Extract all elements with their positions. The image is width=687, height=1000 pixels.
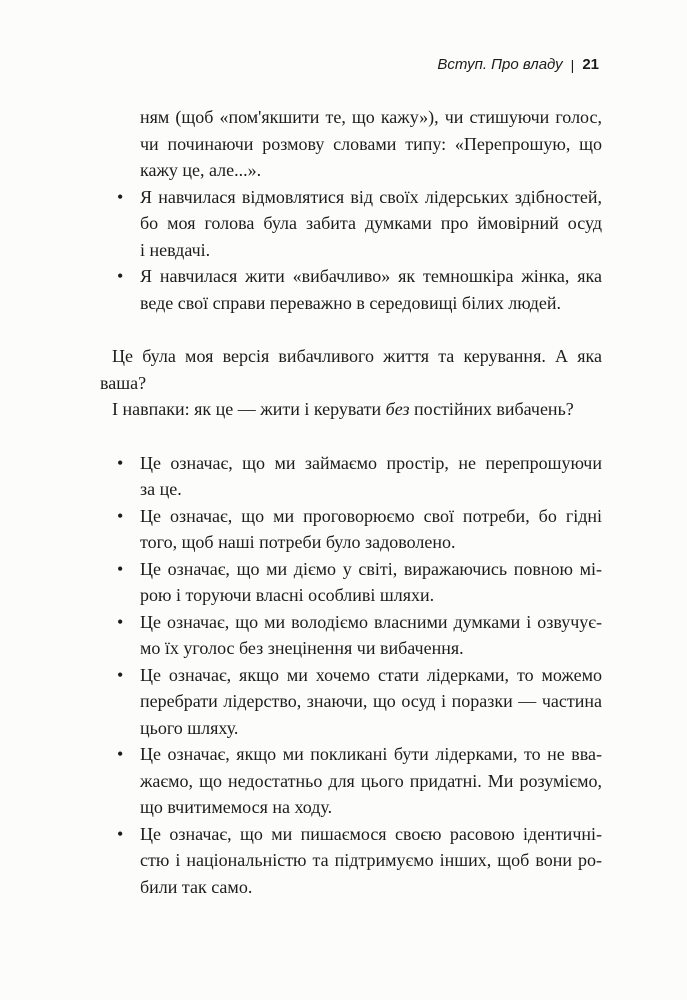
- list-item-line: [0, 635, 687, 662]
- line-text: били так само.: [140, 876, 253, 897]
- list-item-line: [0, 237, 687, 264]
- line-text: стю і національністю та підтримуємо інших, щоб вони ро-: [140, 850, 602, 870]
- line-text: за це.: [140, 479, 182, 499]
- bullet-icon: •: [117, 611, 124, 632]
- line-text: веде свої справи переважно в середовищі білих людей.: [140, 292, 562, 313]
- bullet-icon: •: [117, 186, 124, 207]
- line-text: Це означає, якщо ми покликані бути лідерками, то не вва-: [140, 744, 602, 764]
- header-separator: |: [570, 56, 575, 73]
- page-body: [0, 104, 687, 900]
- emphasis-text: без: [385, 399, 410, 419]
- bullet-icon: •: [117, 558, 124, 579]
- list-item-line: [0, 794, 687, 821]
- spacer: [0, 423, 687, 450]
- line-text: Це означає, що ми діємо у світі, виражаючись повною мі-: [140, 558, 602, 579]
- bullet-icon: •: [117, 823, 124, 844]
- list-item-line: [0, 529, 687, 556]
- bullet-icon: •: [117, 664, 124, 685]
- paragraph-line: [0, 343, 687, 370]
- line-text: кажу це, але...».: [140, 160, 262, 180]
- paragraph-line: [0, 370, 687, 397]
- line-text: того, щоб наші потреби було задоволено.: [140, 532, 456, 552]
- list-item-line: [0, 609, 687, 636]
- bullet-icon: •: [117, 452, 124, 473]
- bullet-icon: •: [117, 266, 124, 286]
- line-text: ваша?: [100, 372, 147, 393]
- list-item-line: [0, 290, 687, 317]
- running-header: [437, 56, 599, 73]
- line-text: Це означає, що ми займаємо простір, не перепрошуючи: [140, 452, 602, 473]
- line-text: що вчитимемося на ходу.: [140, 797, 333, 817]
- list-item-line: [0, 741, 687, 768]
- line-text: Це означає, що ми володіємо власними думками і озвучує-: [140, 611, 602, 632]
- list-item-line: [0, 476, 687, 503]
- list-item-line: [0, 715, 687, 742]
- line-text: рою і торуючи власні особливі шляхи.: [140, 585, 435, 605]
- continued-list-text: [0, 131, 687, 158]
- line-text: Я навчилася відмовлятися від своїх лідерських здібностей,: [140, 186, 602, 207]
- list-item-line: [0, 556, 687, 583]
- line-text: Це була моя версія вибачливого життя та керування. А яка: [112, 346, 602, 366]
- paragraph-line: [0, 396, 687, 423]
- text-fragment: постійних вибачень?: [409, 399, 574, 419]
- line-text: бо моя голова була забита думками про ймовірний осуд: [140, 213, 602, 233]
- line-text: і невдачі.: [140, 239, 211, 260]
- list-item-line: [0, 847, 687, 874]
- list-item-line: [0, 210, 687, 237]
- text-fragment: І навпаки: як це — жити і керувати: [112, 399, 386, 419]
- list-item-line: [0, 768, 687, 795]
- line-text: ням (щоб «пом'якшити те, що кажу»), чи стишуючи голос,: [140, 107, 602, 127]
- line-text: чи починаючи розмову словами типу: «Перепрошую, що: [140, 133, 602, 154]
- line-text: Я навчилася жити «вибачливо» як темношкіра жінка, яка: [140, 266, 602, 286]
- list-item-line: [0, 582, 687, 609]
- line-text: цього шляху.: [140, 717, 239, 738]
- line-text: Це означає, що ми пишаємося своєю расовою ідентичні-: [140, 823, 602, 844]
- continued-list-text: [0, 104, 687, 131]
- list-item-line: [0, 821, 687, 848]
- bullet-icon: •: [117, 744, 124, 764]
- list-item-line: [0, 688, 687, 715]
- list-item-line: [0, 503, 687, 530]
- list-item-line: [0, 662, 687, 689]
- chapter-title: Вступ. Про владу: [437, 56, 563, 73]
- continued-list-text: [0, 157, 687, 184]
- list-item-line: [0, 263, 687, 290]
- spacer: [0, 316, 687, 343]
- line-text: перебрати лідерство, знаючи, що осуд і поразки — частина: [140, 691, 602, 711]
- list-item-line: [0, 450, 687, 477]
- page-number: 21: [582, 56, 599, 73]
- line-text: Це означає, що ми проговорюємо свої потреби, бо гідні: [140, 505, 602, 526]
- line-text: Це означає, якщо ми хочемо стати лідерками, то можемо: [140, 664, 602, 685]
- list-item-line: [0, 184, 687, 211]
- line-text: [112, 396, 602, 423]
- line-text: жаємо, що недостатньо для цього придатні. Ми розуміємо,: [140, 770, 602, 791]
- line-text: мо їх уголос без знецінення чи вибачення.: [140, 638, 464, 658]
- list-item-line: [0, 874, 687, 901]
- bullet-icon: •: [117, 505, 124, 526]
